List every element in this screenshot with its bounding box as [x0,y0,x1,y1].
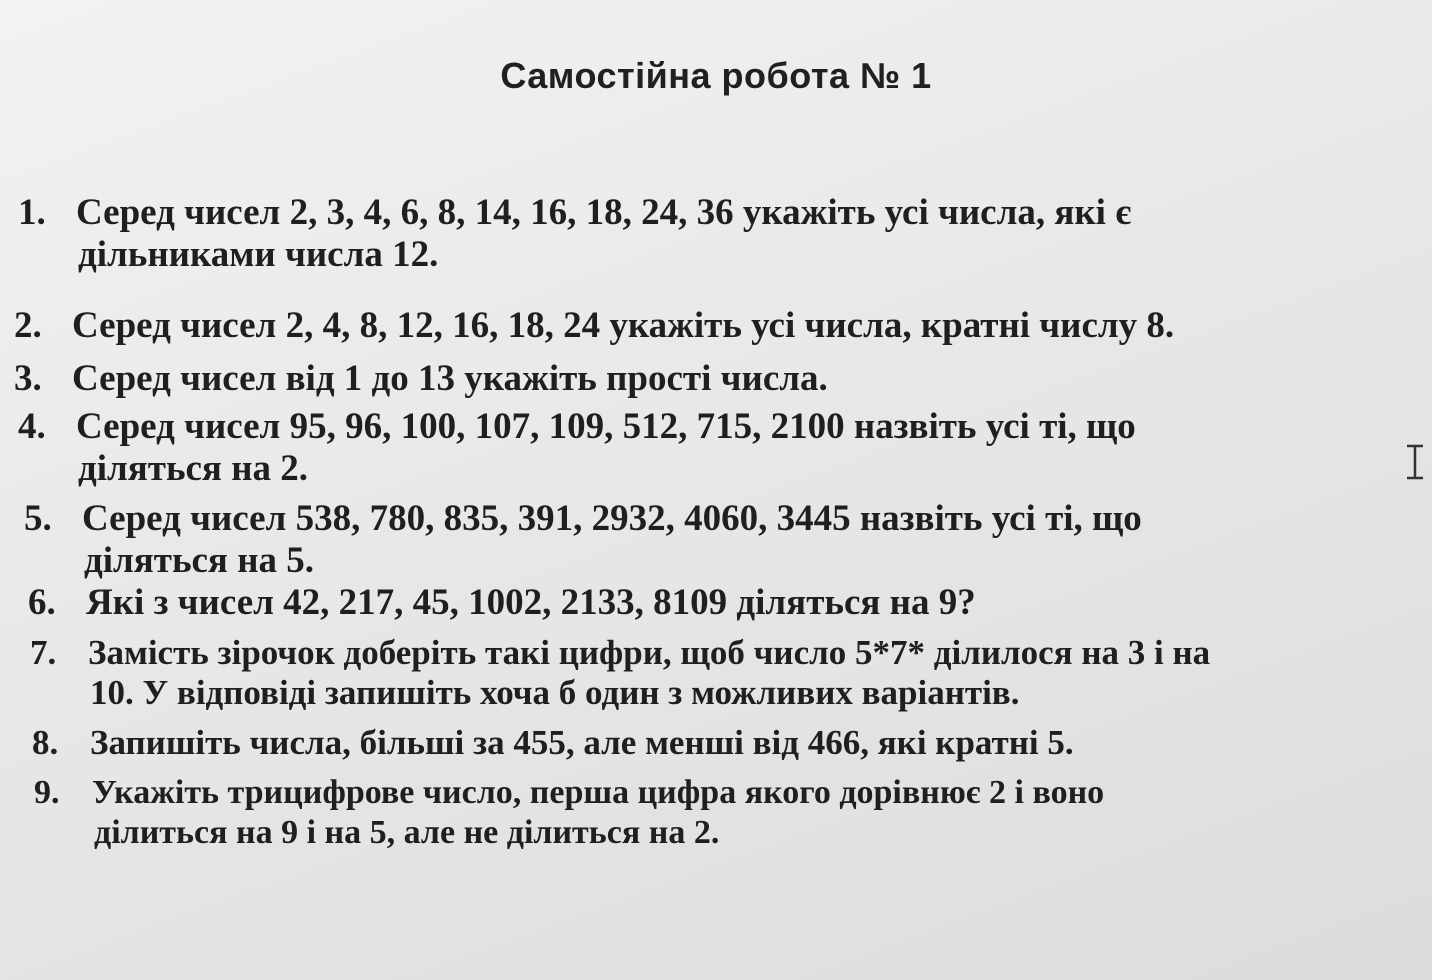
task-number: 2. [14,305,42,346]
task-7 [30,630,1210,716]
task-1 [18,190,1131,278]
task-number: 8. [32,723,59,762]
task-text-line-1: Які з чисел 42, 217, 45, 1002, 2133, 8109 діляться на 9? [86,582,976,623]
task-text-line-1: Запишіть числа, більші за 455, але менші від 466, які кратні 5. [90,723,1074,762]
task-3 [14,356,828,402]
task-text-line-1: Серед чисел 2, 3, 4, 6, 8, 14, 16, 18, 24, 36 укажіть усі числа, які є [76,192,1132,233]
task-text-line-1: Укажіть трицифрове число, перша цифра якого дорівнює 2 і воно [92,774,1105,811]
task-number: 6. [28,582,56,623]
task-6 [28,580,976,626]
task-text-line-2: ділиться на 9 і на 5, але не ділиться на 2. [94,814,720,851]
task-number: 5. [24,498,52,539]
task-number: 4. [18,406,46,447]
task-text-line-1: Серед чисел 2, 4, 8, 12, 16, 18, 24 укажіть усі числа, кратні числу 8. [72,305,1175,346]
text-cursor-icon [1402,443,1428,481]
task-9 [34,770,1104,856]
task-text-line-1: Серед чисел 95, 96, 100, 107, 109, 512, 715, 2100 назвіть усі ті, що [76,406,1136,447]
task-text-line-2: діляться на 5. [84,540,315,581]
task-4 [18,404,1136,492]
task-2 [14,303,1174,349]
task-text-line-1: Замість зірочок доберіть такі цифри, щоб число 5*7* ділилося на 3 і на [88,633,1211,672]
task-number: 1. [18,192,46,233]
task-5 [24,496,1142,584]
page-title: Самостійна робота № 1 [500,55,932,96]
task-text-line-1: Серед чисел від 1 до 13 укажіть прості числа. [72,358,828,399]
task-number: 7. [30,633,57,672]
task-text-line-2: діляться на 2. [78,448,309,489]
task-text-line-1: Серед чисел 538, 780, 835, 391, 2932, 4060, 3445 назвіть усі ті, що [82,498,1142,539]
task-text-line-2: дільниками числа 12. [78,234,439,275]
task-text-line-2: 10. У відповіді запишіть хоча б один з можливих варіантів. [90,673,1020,712]
task-number: 3. [14,358,42,399]
task-number: 9. [34,774,60,811]
task-8 [32,720,1074,766]
